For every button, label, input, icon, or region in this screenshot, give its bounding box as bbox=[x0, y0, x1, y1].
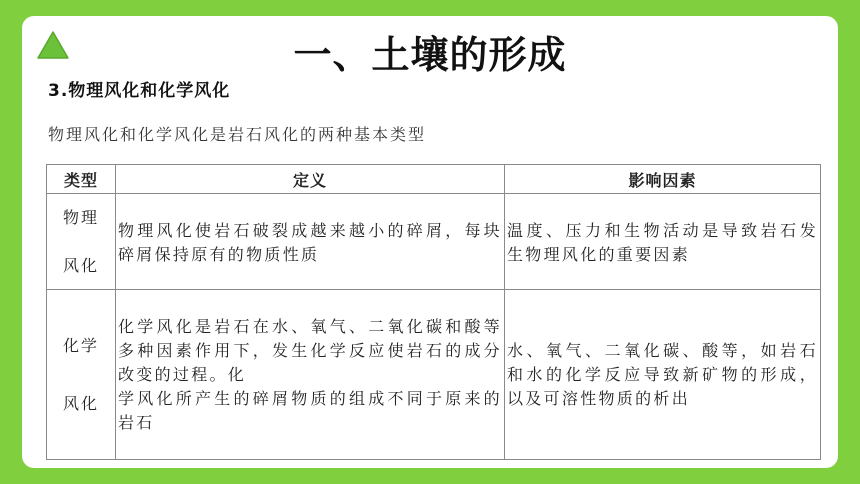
type-cell-physical bbox=[47, 194, 116, 290]
definition-text: 物理风化使岩石破裂成越来越小的碎屑，每块碎屑保持原有的物质性质 bbox=[118, 220, 502, 264]
table-row bbox=[47, 290, 821, 460]
type-cell-chemical bbox=[47, 290, 116, 460]
type-label-line1: 化学 bbox=[62, 335, 99, 355]
type-label-line2: 风化 bbox=[62, 255, 99, 275]
definition-text-part1: 化学风化是岩石在水、氧气、二氧化碳和酸等多种因素作用下，发生化学反应使岩石的成分改变的过程。化 bbox=[118, 316, 502, 384]
definition-cell bbox=[116, 194, 505, 290]
page-title: 一、土壤的形成 bbox=[293, 33, 567, 77]
header-factors: 影响因素 bbox=[505, 165, 821, 194]
section-heading: 3.物理风化和化学风化 bbox=[48, 81, 231, 101]
type-label-line2: 风化 bbox=[62, 393, 99, 413]
header-type: 类型 bbox=[47, 165, 116, 194]
factors-cell bbox=[505, 194, 821, 290]
definition-cell bbox=[116, 290, 505, 460]
type-label-line1: 物理 bbox=[62, 207, 99, 227]
intro-text: 物理风化和化学风化是岩石风化的两种基本类型 bbox=[48, 125, 427, 144]
table-row bbox=[47, 194, 821, 290]
weathering-table bbox=[46, 164, 821, 460]
table-header-row bbox=[47, 165, 821, 194]
factors-cell bbox=[505, 290, 821, 460]
definition-text-part2: 学风化所产生的碎屑物质的组成不同于原来的岩石 bbox=[118, 388, 502, 432]
header-definition: 定义 bbox=[116, 165, 505, 194]
factors-text: 水、氧气、二氧化碳、酸等，如岩石和水的化学反应导致新矿物的形成，以及可溶性物质的析出 bbox=[507, 340, 818, 408]
factors-text: 温度、压力和生物活动是导致岩石发生物理风化的重要因素 bbox=[507, 220, 818, 264]
